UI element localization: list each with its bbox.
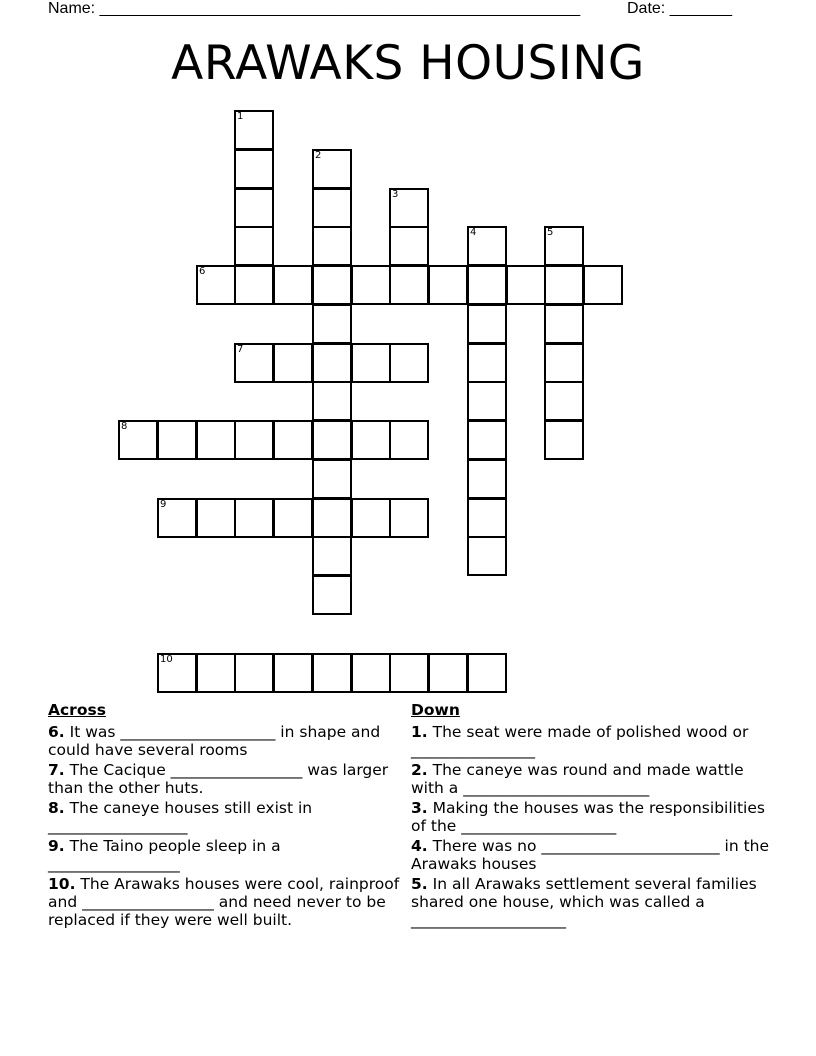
clue-text: The Cacique _________________ was larger than the other huts. (48, 761, 389, 797)
grid-cell[interactable] (467, 498, 507, 538)
clue-number: 5. (411, 875, 428, 893)
cell-number: 5 (547, 227, 554, 238)
grid-cell[interactable] (312, 343, 352, 383)
grid-cell[interactable] (351, 265, 391, 305)
clue-text: The Taino people sleep in a _________________ (48, 837, 281, 873)
cell-number: 9 (160, 499, 167, 510)
grid-cell[interactable] (467, 420, 507, 460)
grid-cell[interactable] (157, 653, 197, 693)
grid-cell[interactable] (544, 226, 584, 266)
grid-cell[interactable] (196, 653, 236, 693)
across-heading: Across (48, 701, 106, 719)
clue-text: The seat were made of polished wood or ________________ (411, 723, 749, 759)
grid-cell[interactable] (544, 343, 584, 383)
grid-cell[interactable] (273, 498, 313, 538)
clue-down-1 (411, 723, 771, 759)
grid-cell[interactable] (389, 265, 429, 305)
grid-cell[interactable] (312, 226, 352, 266)
grid-cell[interactable] (428, 653, 468, 693)
grid-cell[interactable] (273, 420, 313, 460)
clue-text: Making the houses was the responsibilities of the ____________________ (411, 799, 765, 835)
grid-cell[interactable] (467, 381, 507, 421)
grid-cell[interactable] (389, 498, 429, 538)
grid-cell[interactable] (273, 343, 313, 383)
clue-number: 8. (48, 799, 65, 817)
cell-number: 6 (199, 266, 206, 277)
grid-cell[interactable] (351, 420, 391, 460)
clue-number: 4. (411, 837, 428, 855)
clue-across-6 (48, 723, 400, 759)
grid-cell[interactable] (234, 420, 274, 460)
grid-cell[interactable] (234, 343, 274, 383)
grid-cell[interactable] (196, 498, 236, 538)
clue-text: It was ____________________ in shape and could have several rooms (48, 723, 381, 759)
grid-cell[interactable] (467, 536, 507, 576)
grid-cell[interactable] (312, 420, 352, 460)
grid-cell[interactable] (544, 420, 584, 460)
clue-down-4 (411, 837, 771, 873)
grid-cell[interactable] (389, 420, 429, 460)
cell-number: 4 (470, 227, 477, 238)
grid-cell[interactable] (312, 149, 352, 189)
clue-across-10 (48, 875, 400, 929)
grid-cell[interactable] (467, 459, 507, 499)
grid-cell[interactable] (389, 653, 429, 693)
clue-number: 7. (48, 761, 65, 779)
clue-number: 3. (411, 799, 428, 817)
grid-cell[interactable] (467, 265, 507, 305)
clue-down-5 (411, 875, 771, 929)
cell-number: 3 (392, 189, 399, 200)
grid-cell[interactable] (234, 653, 274, 693)
date-field[interactable]: Date: _______ (627, 0, 732, 17)
grid-cell[interactable] (196, 265, 236, 305)
grid-cell[interactable] (389, 188, 429, 228)
grid-cell[interactable] (234, 110, 274, 150)
grid-cell[interactable] (312, 381, 352, 421)
grid-cell[interactable] (544, 381, 584, 421)
grid-cell[interactable] (157, 420, 197, 460)
clue-number: 9. (48, 837, 65, 855)
cell-number: 8 (121, 421, 128, 432)
grid-cell[interactable] (506, 265, 546, 305)
grid-cell[interactable] (351, 653, 391, 693)
grid-cell[interactable] (312, 459, 352, 499)
grid-cell[interactable] (234, 188, 274, 228)
clue-text: The caneye houses still exist in __________________ (48, 799, 313, 835)
clue-across-7 (48, 761, 400, 797)
grid-cell[interactable] (196, 420, 236, 460)
grid-cell[interactable] (351, 343, 391, 383)
clue-down-2 (411, 761, 771, 797)
grid-cell[interactable] (312, 498, 352, 538)
grid-cell[interactable] (273, 653, 313, 693)
grid-cell[interactable] (583, 265, 623, 305)
grid-cell[interactable] (389, 343, 429, 383)
clue-text: The Arawaks houses were cool, rainproof and _________________ and need never to be replaced if they were well built. (48, 875, 400, 929)
clue-text: The caneye was round and made wattle with a ________________________ (411, 761, 744, 797)
grid-cell[interactable] (544, 265, 584, 305)
cell-number: 1 (237, 111, 244, 122)
grid-cell[interactable] (312, 265, 352, 305)
cell-number: 7 (237, 344, 244, 355)
grid-cell[interactable] (312, 188, 352, 228)
down-clues (411, 701, 771, 931)
clue-number: 1. (411, 723, 428, 741)
clue-number: 6. (48, 723, 65, 741)
grid-cell[interactable] (389, 226, 429, 266)
clue-number: 2. (411, 761, 428, 779)
grid-cell[interactable] (118, 420, 158, 460)
clue-across-9 (48, 837, 400, 873)
grid-cell[interactable] (234, 149, 274, 189)
grid-cell[interactable] (467, 226, 507, 266)
grid-cell[interactable] (467, 343, 507, 383)
clue-down-3 (411, 799, 771, 835)
grid-cell[interactable] (544, 304, 584, 344)
grid-cell[interactable] (467, 304, 507, 344)
grid-cell[interactable] (234, 498, 274, 538)
grid-cell[interactable] (157, 498, 197, 538)
grid-cell[interactable] (428, 265, 468, 305)
grid-cell[interactable] (234, 265, 274, 305)
down-heading: Down (411, 701, 460, 719)
grid-cell[interactable] (312, 575, 352, 615)
clue-text: There was no _______________________ in the Arawaks houses (411, 837, 770, 873)
grid-cell[interactable] (312, 536, 352, 576)
across-clues (48, 701, 400, 931)
grid-cell[interactable] (312, 304, 352, 344)
clue-text: In all Arawaks settlement several families shared one house, which was called a ____________________ (411, 875, 757, 929)
clue-across-8 (48, 799, 400, 835)
page-title: ARAWAKS HOUSING (171, 36, 645, 91)
grid-cell[interactable] (467, 653, 507, 693)
name-field[interactable]: Name: ______________________________________________________ (48, 0, 581, 17)
grid-cell[interactable] (273, 265, 313, 305)
grid-cell[interactable] (234, 226, 274, 266)
cell-number: 2 (315, 150, 322, 161)
clue-number: 10. (48, 875, 76, 893)
grid-cell[interactable] (351, 498, 391, 538)
cell-number: 10 (160, 654, 173, 665)
grid-cell[interactable] (312, 653, 352, 693)
